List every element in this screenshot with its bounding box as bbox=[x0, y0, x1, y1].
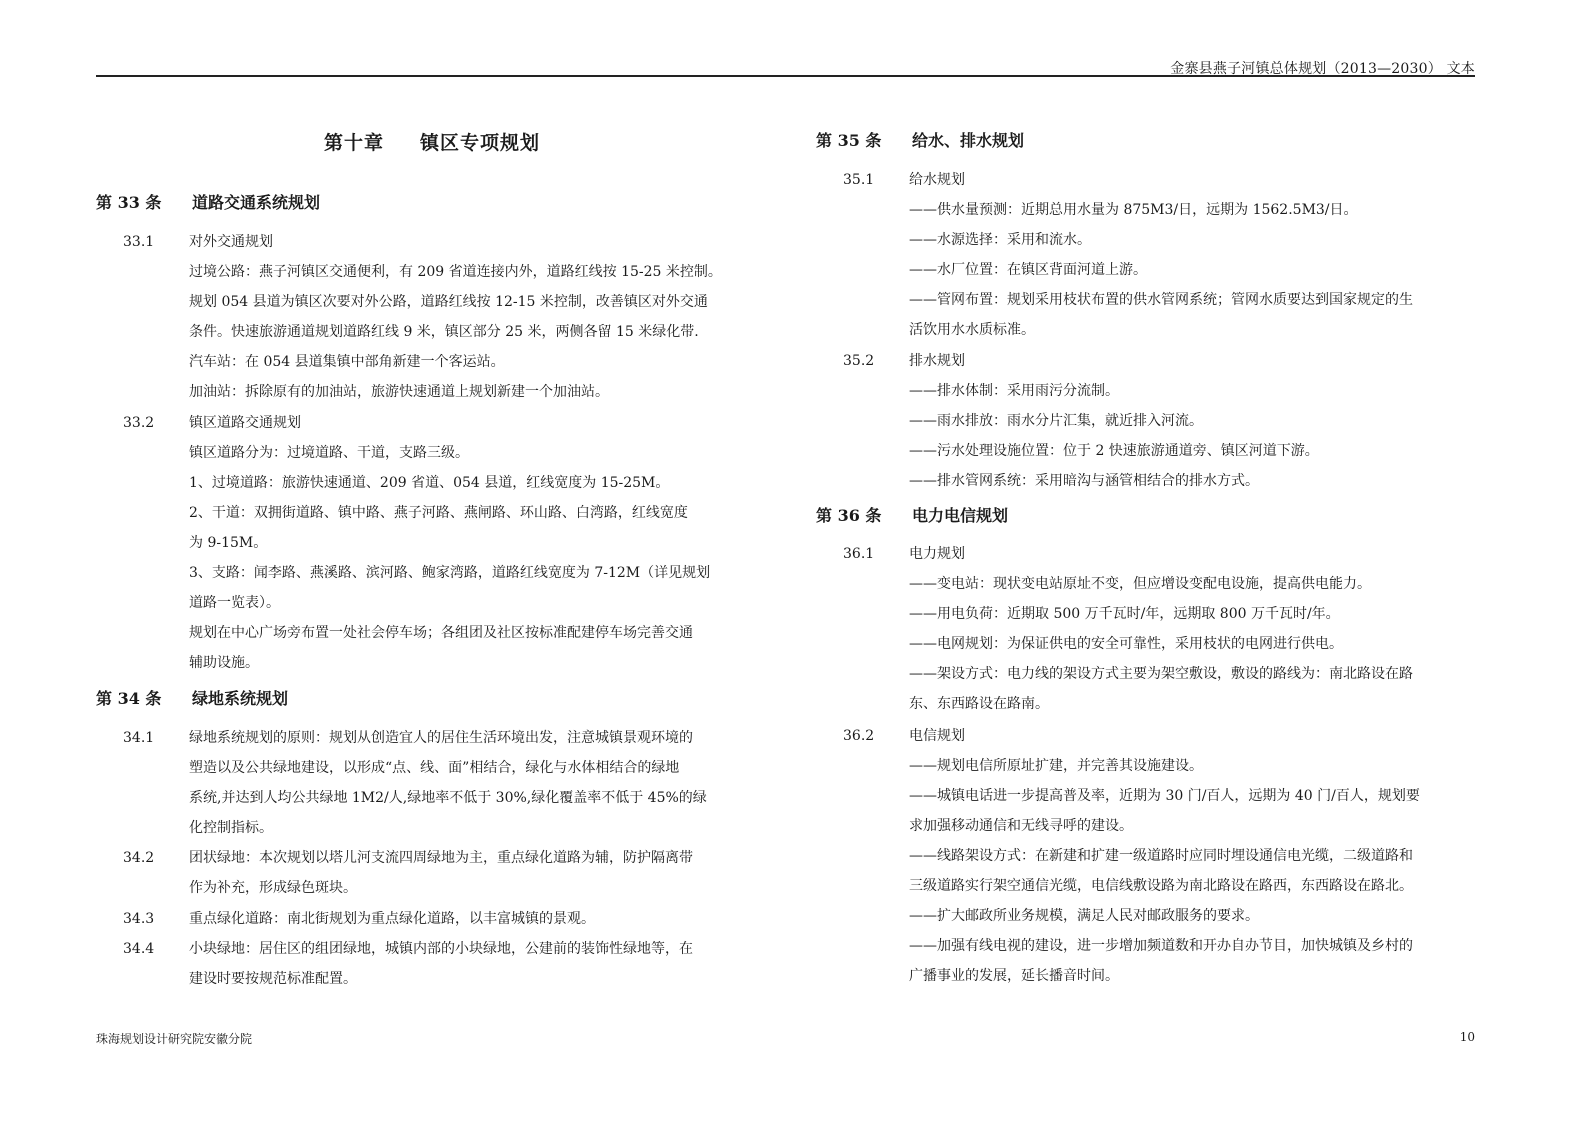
section-line: ——线路架设方式：在新建和扩建一级道路时应同时埋设通信电光缆，二级道路和 bbox=[909, 848, 1413, 864]
section-body bbox=[909, 721, 1476, 991]
article-title: 电力电信规划 bbox=[912, 506, 1009, 525]
section-body bbox=[909, 539, 1476, 719]
section-33-1 bbox=[96, 227, 756, 407]
section-line: 规划在中心广场旁布置一处社会停车场；各组团及社区按标准配建停车场完善交通 bbox=[189, 625, 693, 641]
section-line: ——排水体制：采用雨污分流制。 bbox=[909, 383, 1119, 399]
section-line: 为 9-15M。 bbox=[189, 535, 268, 551]
section-body bbox=[189, 227, 756, 407]
section-line: ——电网规划：为保证供电的安全可靠性，采用枝状的电网进行供电。 bbox=[909, 636, 1343, 652]
section-heading: 镇区道路交通规划 bbox=[189, 415, 301, 431]
section-heading: 重点绿化道路：南北街规划为重点绿化道路，以丰富城镇的景观。 bbox=[189, 911, 595, 927]
section-body bbox=[189, 723, 756, 843]
section-36-1 bbox=[816, 539, 1476, 719]
section-number: 35.1 bbox=[843, 172, 875, 188]
section-line: ——雨水排放：雨水分片汇集，就近排入河流。 bbox=[909, 413, 1203, 429]
section-heading: 绿地系统规划的原则：规划从创造宜人的居住生活环境出发，注意城镇景观环境的 bbox=[189, 730, 693, 746]
article-title: 道路交通系统规划 bbox=[192, 193, 321, 212]
section-heading: 小块绿地：居住区的组团绿地，城镇内部的小块绿地，公建前的装饰性绿地等，在 bbox=[189, 941, 693, 957]
article-title: 绿地系统规划 bbox=[192, 689, 289, 708]
section-line: 条件。快速旅游通道规划道路红线 9 米，镇区部分 25 米，两侧各留 15 米绿化带. bbox=[189, 324, 699, 340]
chapter-title bbox=[96, 128, 768, 155]
section-line: 活饮用水水质标准。 bbox=[909, 322, 1035, 338]
chapter-name: 镇区专项规划 bbox=[420, 132, 541, 154]
section-line: 广播事业的发展，延长播音时间。 bbox=[909, 968, 1119, 984]
article-number: 第 36 条 bbox=[816, 506, 882, 525]
section-line: ——架设方式：电力线的架设方式主要为架空敷设，敷设的路线为：南北路设在路 bbox=[909, 666, 1413, 682]
section-number: 34.4 bbox=[123, 941, 155, 957]
section-line: 作为补充，形成绿色斑块。 bbox=[189, 880, 357, 896]
section-line: ——加强有线电视的建设，进一步增加频道数和开办自办节目，加快城镇及乡村的 bbox=[909, 938, 1413, 954]
section-line: 镇区道路分为：过境道路、干道，支路三级。 bbox=[189, 445, 469, 461]
section-line: ——城镇电话进一步提高普及率，近期为 30 门/百人，远期为 40 门/百人，规划要 bbox=[909, 788, 1420, 804]
article-34 bbox=[96, 686, 288, 709]
section-body bbox=[189, 408, 756, 678]
page-number: 10 bbox=[1459, 1030, 1475, 1044]
running-header: 金寨县燕子河镇总体规划（2013—2030） 文本 bbox=[1170, 61, 1475, 77]
article-number: 第 35 条 bbox=[816, 131, 882, 150]
section-heading: 电力规划 bbox=[909, 546, 965, 562]
section-line: 求加强移动通信和无线寻呼的建设。 bbox=[909, 818, 1133, 834]
section-line: 汽车站：在 054 县道集镇中部角新建一个客运站。 bbox=[189, 354, 505, 370]
header-rule bbox=[96, 75, 1475, 77]
section-body bbox=[909, 165, 1476, 345]
article-36 bbox=[816, 503, 1008, 526]
article-33 bbox=[96, 190, 320, 213]
article-number: 第 34 条 bbox=[96, 689, 162, 708]
section-number: 33.1 bbox=[123, 234, 155, 250]
section-heading: 团状绿地：本次规划以塔儿河支流四周绿地为主，重点绿化道路为辅，防护隔离带 bbox=[189, 850, 693, 866]
article-title: 给水、排水规划 bbox=[912, 131, 1025, 150]
section-number: 33.2 bbox=[123, 415, 155, 431]
section-line: 系统,并达到人均公共绿地 1M2/人,绿地率不低于 30%,绿化覆盖率不低于 45%的绿 bbox=[189, 790, 707, 806]
section-body bbox=[189, 904, 756, 934]
section-35-2 bbox=[816, 346, 1476, 496]
section-line: 三级道路实行架空通信光缆，电信线敷设路为南北路设在路西，东西路设在路北。 bbox=[909, 878, 1413, 894]
section-line: ——水厂位置：在镇区背面河道上游。 bbox=[909, 262, 1147, 278]
section-line: ——污水处理设施位置：位于 2 快速旅游通道旁、镇区河道下游。 bbox=[909, 443, 1319, 459]
section-35-1 bbox=[816, 165, 1476, 345]
section-line: 2、干道：双拥街道路、镇中路、燕子河路、燕闸路、环山路、白湾路，红线宽度 bbox=[189, 505, 688, 521]
section-body bbox=[189, 934, 756, 994]
section-number: 36.2 bbox=[843, 728, 875, 744]
section-line: ——供水量预测：近期总用水量为 875M3/日，远期为 1562.5M3/日。 bbox=[909, 202, 1358, 218]
section-34-4 bbox=[96, 934, 756, 994]
section-line: ——规划电信所原址扩建，并完善其设施建设。 bbox=[909, 758, 1203, 774]
section-34-2 bbox=[96, 843, 756, 903]
chapter-number: 第十章 bbox=[323, 132, 384, 154]
section-line: 东、东西路设在路南。 bbox=[909, 696, 1049, 712]
section-heading: 电信规划 bbox=[909, 728, 965, 744]
section-line: ——排水管网系统：采用暗沟与涵管相结合的排水方式。 bbox=[909, 473, 1259, 489]
section-line: ——变电站：现状变电站原址不变，但应增设变配电设施，提高供电能力。 bbox=[909, 576, 1371, 592]
section-number: 35.2 bbox=[843, 353, 875, 369]
section-line: 塑造以及公共绿地建设，以形成“点、线、面”相结合，绿化与水体相结合的绿地 bbox=[189, 760, 680, 776]
section-line: ——水源选择：采用和流水。 bbox=[909, 232, 1091, 248]
section-line: ——管网布置：规划采用枝状布置的供水管网系统；管网水质要达到国家规定的生 bbox=[909, 292, 1413, 308]
section-line: ——用电负荷：近期取 500 万千瓦时/年，远期取 800 万千瓦时/年。 bbox=[909, 606, 1340, 622]
article-number: 第 33 条 bbox=[96, 193, 162, 212]
section-line: 道路一览表）。 bbox=[189, 595, 280, 611]
section-line: 辅助设施。 bbox=[189, 655, 259, 671]
section-line: 化控制指标。 bbox=[189, 820, 273, 836]
section-number: 34.3 bbox=[123, 911, 155, 927]
section-line: 加油站：拆除原有的加油站，旅游快速通道上规划新建一个加油站。 bbox=[189, 384, 609, 400]
section-34-3 bbox=[96, 904, 756, 934]
section-line: 过境公路：燕子河镇区交通便利，有 209 省道连接内外，道路红线按 15-25 米控制。 bbox=[189, 264, 722, 280]
section-heading: 对外交通规划 bbox=[189, 234, 273, 250]
section-34-1 bbox=[96, 723, 756, 843]
section-line: 3、支路：闻李路、燕溪路、滨河路、鲍家湾路，道路红线宽度为 7-12M（详见规划 bbox=[189, 565, 711, 581]
section-33-2 bbox=[96, 408, 756, 678]
section-number: 34.1 bbox=[123, 730, 155, 746]
section-heading: 给水规划 bbox=[909, 172, 965, 188]
section-line: 1、过境道路：旅游快速通道、209 省道、054 县道，红线宽度为 15-25M。 bbox=[189, 475, 670, 491]
section-number: 34.2 bbox=[123, 850, 155, 866]
section-body bbox=[909, 346, 1476, 496]
section-heading: 排水规划 bbox=[909, 353, 965, 369]
section-line: 建设时要按规范标准配置。 bbox=[189, 971, 357, 987]
footer-institute: 珠海规划设计研究院安徽分院 bbox=[96, 1032, 253, 1046]
section-line: ——扩大邮政所业务规模，满足人民对邮政服务的要求。 bbox=[909, 908, 1259, 924]
article-35 bbox=[816, 128, 1024, 151]
section-number: 36.1 bbox=[843, 546, 875, 562]
section-line: 规划 054 县道为镇区次要对外公路，道路红线按 12-15 米控制，改善镇区对外交通 bbox=[189, 294, 708, 310]
section-36-2 bbox=[816, 721, 1476, 991]
section-body bbox=[189, 843, 756, 903]
